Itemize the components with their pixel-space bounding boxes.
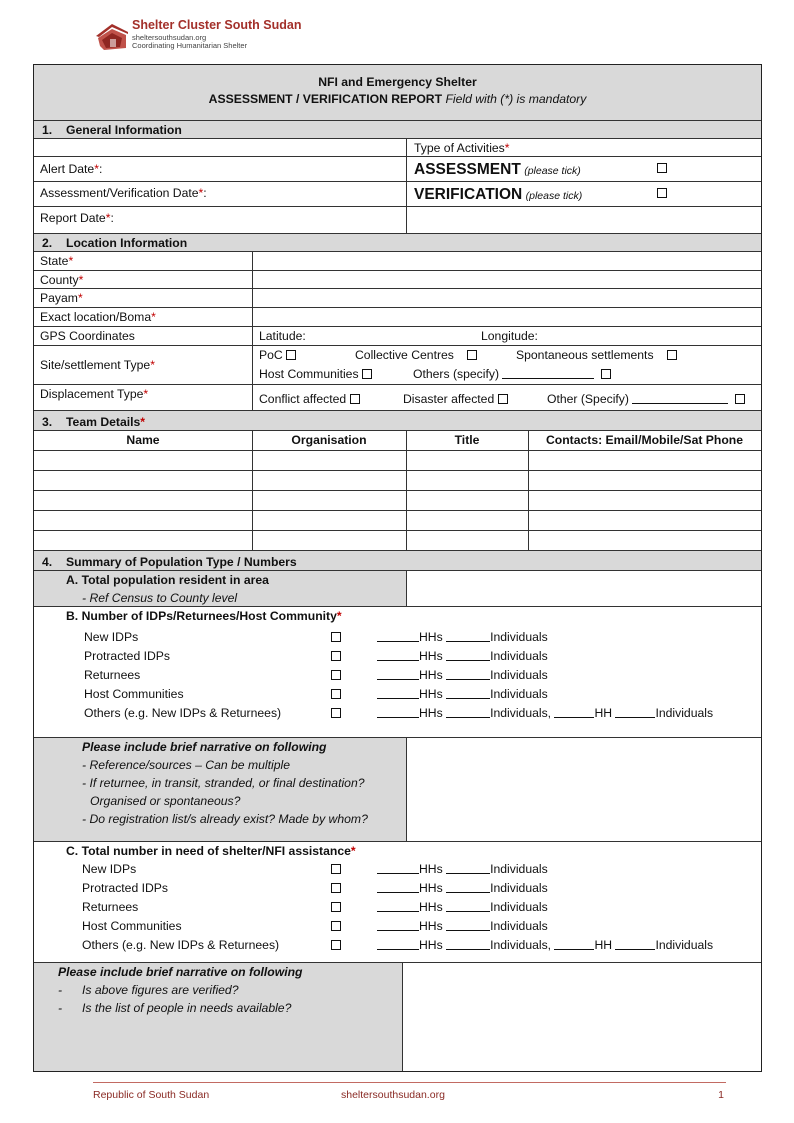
category-counts[interactable]: [377, 631, 548, 644]
gps-label: GPS Coordinates: [40, 329, 135, 343]
individuals-label: Individuals: [490, 881, 548, 895]
narrative1-item: - Reference/sources – Can be multiple: [82, 758, 290, 772]
form-title: [34, 65, 761, 121]
host-label: Host Communities: [259, 367, 359, 381]
county-row[interactable]: County*: [34, 271, 761, 289]
individuals-label: Individuals: [490, 919, 548, 933]
type-activities-row: Type of Activities*: [34, 139, 761, 157]
host-checkbox[interactable]: [362, 369, 372, 379]
collective-checkbox[interactable]: [467, 350, 477, 360]
hhs-label: HHs: [419, 630, 443, 644]
latitude-label: Latitude:: [259, 329, 306, 343]
individuals-label: Individuals: [490, 862, 548, 876]
hh-blank[interactable]: [377, 651, 419, 661]
category-counts[interactable]: [377, 863, 548, 876]
report-date-label: Report Date: [40, 211, 106, 225]
team-row[interactable]: [34, 531, 761, 551]
category-label: Returnees: [84, 668, 141, 682]
displacement-label: Displacement Type: [40, 387, 144, 401]
category-counts[interactable]: [377, 650, 548, 663]
col-organisation: Organisation: [291, 433, 367, 447]
hhs-label: HHs: [419, 649, 443, 663]
exact-location-label: Exact location/Boma: [40, 310, 152, 324]
category-label: Host Communities: [84, 687, 184, 701]
col-contacts: Contacts: Email/Mobile/Sat Phone: [545, 433, 744, 447]
page-footer: [93, 1082, 726, 1104]
category-checkbox[interactable]: [331, 651, 341, 661]
section-3-title: Team Details: [66, 415, 141, 429]
category-label: Host Communities: [82, 919, 182, 933]
hhs-label: HHs: [419, 900, 443, 914]
footer-site: sheltersouthsudan.org: [341, 1089, 445, 1101]
footer-page-number: 1: [718, 1089, 724, 1101]
individuals-label: Individuals: [655, 938, 714, 952]
individuals-label: Individuals: [655, 706, 714, 720]
others-specify-label: Others (specify): [413, 367, 500, 381]
hh-blank[interactable]: [377, 921, 419, 931]
category-counts[interactable]: [377, 688, 548, 701]
individuals-blank[interactable]: [446, 708, 490, 718]
conflict-checkbox[interactable]: [350, 394, 360, 404]
category-checkbox[interactable]: [331, 632, 341, 642]
individuals-blank[interactable]: [446, 632, 490, 642]
hhs-label: HHs: [419, 706, 443, 720]
team-header-row: [34, 431, 761, 451]
team-row[interactable]: [34, 451, 761, 471]
category-counts[interactable]: [377, 939, 713, 952]
title-line2: ASSESSMENT / VERIFICATION REPORT: [208, 92, 443, 106]
spontaneous-label: Spontaneous settlements: [516, 348, 654, 362]
payam-row[interactable]: Payam*: [34, 289, 761, 308]
displacement-row: Displacement Type* Conflict affected Disaster affected Other (Specify): [34, 385, 761, 411]
disaster-checkbox[interactable]: [498, 394, 508, 404]
poc-label: PoC: [259, 348, 283, 362]
hhs-label: HHs: [419, 668, 443, 682]
report-form: [33, 64, 762, 1072]
category-label: Others (e.g. New IDPs & Returnees): [84, 706, 282, 720]
individuals-label: Individuals: [490, 668, 548, 682]
footer-country: Republic of South Sudan: [93, 1089, 210, 1101]
state-label: State: [40, 254, 69, 268]
hh-blank[interactable]: [377, 689, 419, 699]
section-1-title: General Information: [66, 123, 182, 137]
hh-blank[interactable]: [554, 940, 594, 950]
mandatory-note: Field with (*) is mandatory: [445, 92, 587, 106]
category-checkbox[interactable]: [331, 708, 341, 718]
individuals-label: Individuals,: [490, 706, 552, 720]
hhs-label: HHs: [419, 687, 443, 701]
category-checkbox[interactable]: [331, 921, 341, 931]
narrative2-item: Is above figures are verified?: [82, 983, 239, 997]
individuals-blank[interactable]: [446, 651, 490, 661]
individuals-blank[interactable]: [615, 708, 655, 718]
individuals-blank[interactable]: [446, 670, 490, 680]
hh-blank[interactable]: [377, 632, 419, 642]
category-checkbox[interactable]: [331, 883, 341, 893]
category-label: New IDPs: [84, 630, 139, 644]
category-label: Protracted IDPs: [82, 881, 169, 895]
other-checkbox[interactable]: [735, 394, 745, 404]
poc-checkbox[interactable]: [286, 350, 296, 360]
hhs-label: HHs: [419, 862, 443, 876]
team-row[interactable]: [34, 471, 761, 491]
disaster-label: Disaster affected: [403, 392, 495, 406]
verification-label: VERIFICATION: [414, 186, 523, 203]
individuals-label: Individuals: [490, 649, 548, 663]
site-type-row: Site/settlement Type* PoC Collective Centres Spontaneous settlements Host Communities Others (specify): [34, 346, 761, 385]
hh-blank[interactable]: [377, 883, 419, 893]
a-sub: - Ref Census to County level: [82, 591, 238, 605]
section-3-header: 3. Team Details*: [34, 411, 761, 431]
individuals-label: Individuals: [490, 687, 548, 701]
individuals-blank[interactable]: [446, 921, 490, 931]
county-label: County: [40, 273, 79, 287]
assessment-checkbox[interactable]: [657, 163, 667, 173]
individuals-blank[interactable]: [446, 883, 490, 893]
conflict-label: Conflict affected: [259, 392, 347, 406]
c-block: C. Total number in need of shelter/NFI assistance*: [34, 842, 761, 963]
individuals-blank[interactable]: [446, 902, 490, 912]
category-checkbox[interactable]: [331, 670, 341, 680]
category-counts[interactable]: [377, 920, 548, 933]
payam-label: Payam: [40, 291, 78, 305]
team-row[interactable]: [34, 491, 761, 511]
a-title: A. Total population resident in area: [66, 573, 269, 587]
hhs-label: HHs: [419, 881, 443, 895]
verification-checkbox[interactable]: [657, 188, 667, 198]
report-date-row[interactable]: Report Date*:: [34, 207, 761, 234]
narrative1-title: Please include brief narrative on following: [82, 740, 327, 754]
org-tagline: Coordinating Humanitarian Shelter: [132, 41, 248, 50]
category-label: Returnees: [82, 900, 139, 914]
alert-date-row[interactable]: Alert Date*: ASSESSMENT (please tick): [34, 157, 761, 182]
category-checkbox[interactable]: [331, 689, 341, 699]
b-narrative-row[interactable]: [34, 738, 761, 842]
c-narrative-row[interactable]: Please include brief narrative on following - Is above figures are verified? - Is the list of people in needs available?: [34, 963, 761, 1071]
collective-label: Collective Centres: [355, 348, 454, 362]
alert-date-label: Alert Date: [40, 162, 95, 176]
spontaneous-checkbox[interactable]: [667, 350, 677, 360]
hh-label: HH: [594, 706, 613, 720]
hhs-label: HHs: [419, 938, 443, 952]
hh-label: HH: [594, 938, 613, 952]
individuals-blank[interactable]: [446, 940, 490, 950]
individuals-label: Individuals: [490, 900, 548, 914]
title-line1: NFI and Emergency Shelter: [318, 75, 477, 89]
type-activities-label: Type of Activities: [414, 141, 505, 155]
house-logo-icon: [94, 20, 132, 52]
exact-location-row[interactable]: Exact location/Boma*: [34, 308, 761, 327]
hh-blank[interactable]: [377, 708, 419, 718]
total-population-row[interactable]: [34, 571, 761, 607]
narrative1-item: Organised or spontaneous?: [90, 794, 241, 808]
individuals-blank[interactable]: [615, 940, 655, 950]
longitude-label: Longitude:: [481, 329, 538, 343]
col-name: Name: [126, 433, 160, 447]
hhs-label: HHs: [419, 919, 443, 933]
category-counts[interactable]: [377, 882, 548, 895]
col-title: Title: [454, 433, 480, 447]
section-1-header: 1. General Information: [34, 121, 761, 139]
category-counts[interactable]: [377, 901, 548, 914]
hh-blank[interactable]: [377, 864, 419, 874]
category-checkbox[interactable]: [331, 864, 341, 874]
other-specify-label: Other (Specify): [547, 392, 629, 406]
section-4-header: 4. Summary of Population Type / Numbers: [34, 551, 761, 571]
others-checkbox[interactable]: [601, 369, 611, 379]
b-block: B. Number of IDPs/Returnees/Host Community*: [34, 607, 761, 738]
individuals-label: Individuals,: [490, 938, 552, 952]
category-counts[interactable]: [377, 669, 548, 682]
narrative1-item: - If returnee, in transit, stranded, or final destination?: [82, 776, 365, 790]
org-name: Shelter Cluster South Sudan: [132, 18, 302, 32]
category-label: New IDPs: [82, 862, 137, 876]
narrative2-item: Is the list of people in needs available?: [82, 1001, 292, 1015]
site-type-label: Site/settlement Type: [40, 358, 151, 372]
hh-blank[interactable]: [377, 940, 419, 950]
hh-blank[interactable]: [554, 708, 594, 718]
narrative1-item: - Do registration list/s already exist? Made by whom?: [82, 812, 368, 826]
narrative2-title: Please include brief narrative on following: [58, 965, 303, 979]
section-2-header: 2. Location Information: [34, 234, 761, 252]
section-4-title: Summary of Population Type / Numbers: [66, 555, 297, 569]
state-row[interactable]: State*: [34, 252, 761, 271]
org-site: sheltersouthsudan.org: [132, 32, 207, 42]
assessment-date-row[interactable]: Assessment/Verification Date*: VERIFICATION (please tick): [34, 182, 761, 207]
cluster-logo: [94, 17, 334, 55]
c-title: C. Total number in need of shelter/NFI assistance: [66, 844, 351, 858]
hh-blank[interactable]: [377, 902, 419, 912]
section-2-title: Location Information: [66, 236, 188, 250]
hh-blank[interactable]: [377, 670, 419, 680]
assessment-label: ASSESSMENT: [414, 161, 521, 178]
assessment-date-label: Assessment/Verification Date: [40, 186, 199, 200]
individuals-label: Individuals: [490, 630, 548, 644]
gps-row[interactable]: [34, 327, 761, 346]
b-title: B. Number of IDPs/Returnees/Host Community: [66, 609, 337, 623]
category-label: Protracted IDPs: [84, 649, 171, 663]
team-row[interactable]: [34, 511, 761, 531]
individuals-blank[interactable]: [446, 689, 490, 699]
individuals-blank[interactable]: [446, 864, 490, 874]
category-label: Others (e.g. New IDPs & Returnees): [82, 938, 280, 952]
category-checkbox[interactable]: [331, 940, 341, 950]
category-counts[interactable]: [377, 707, 713, 720]
category-checkbox[interactable]: [331, 902, 341, 912]
